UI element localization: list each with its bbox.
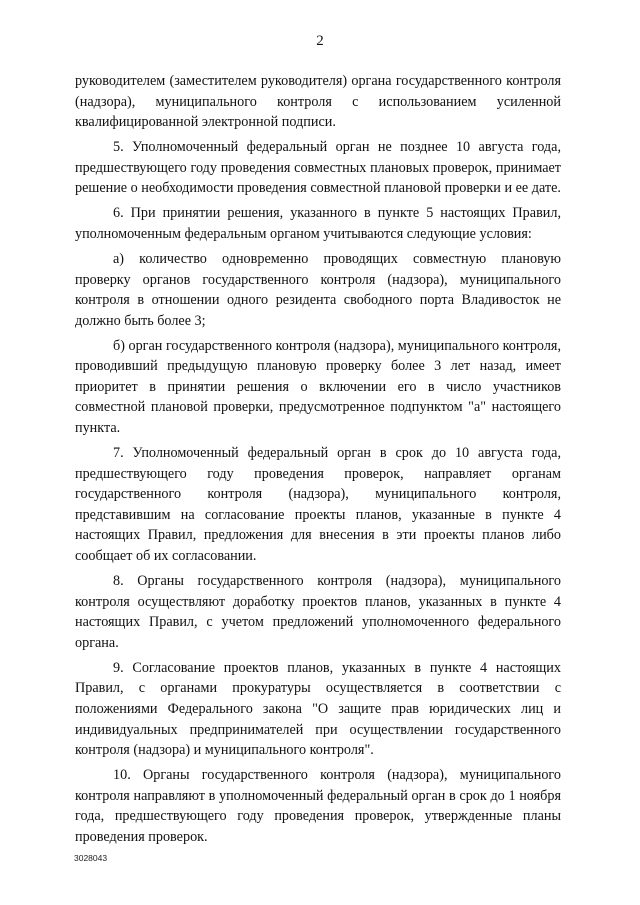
document-body (75, 71, 561, 852)
paragraph-item-6: 6. При принятии решения, указанного в пункте 5 настоящих Правил, уполномоченным федеральным органом учитываются следующие условия: (75, 205, 561, 242)
paragraph-item-10: 10. Органы государственного контроля (надзора), муниципального контроля направляют в уполномоченный федеральный орган в срок до 1 ноября года, предшествующего году проведения проверок, утвержденные планы проведения проверок. (75, 767, 561, 845)
paragraph-signature-continuation: руководителем (заместителем руководителя) органа государственного контроля (надзора), муниципального контроля с использованием усиленной квалифицированной электронной подписи. (75, 73, 561, 131)
paragraph-item-8: 8. Органы государственного контроля (надзора), муниципального контроля осуществляют доработку проектов планов, указанных в пункте 4 настоящих Правил, с учетом предложений уполномоченного федерального органа. (75, 573, 561, 651)
paragraph-item-7: 7. Уполномоченный федеральный орган в срок до 10 августа года, предшествующего году проведения проверок, направляет органам государственного контроля (надзора), муниципального контроля, представившим на согласование проекты планов, указанные в пункте 4 настоящих Правил, предложения для внесения в эти проекты планов либо сообщает об их согласовании. (75, 445, 561, 565)
document-code: 3028043 (74, 853, 108, 863)
page-number: 2 (316, 33, 324, 49)
paragraph-subitem-a: а) количество одновременно проводящих совместную плановую проверку органов государственного контроля (надзора), муниципального контроля в отношении одного резидента свободного порта Владивосток не должно быть более 3; (75, 250, 561, 329)
paragraph-item-5: 5. Уполномоченный федеральный орган не позднее 10 августа года, предшествующего году проведения совместных плановых проверок, принимает решение о необходимости проведения совместной плановой проверки и ее дате. (75, 139, 561, 197)
paragraph-subitem-b: б) орган государственного контроля (надзора), муниципального контроля, проводивший предыдущую плановую проверку более 3 лет назад, имеет приоритет в принятии решения о включении его в число участников совместной плановой проверки, предусмотренное подпунктом "а" настоящего пункта. (75, 337, 561, 437)
paragraph-item-9: 9. Согласование проектов планов, указанных в пункте 4 настоящих Правил, с органами прокуратуры осуществляется в соответствии с положениями Федерального закона "О защите прав юридических лиц и индивидуальных предпринимателей при осуществлении государственного контроля (надзора) и муниципального контроля". (75, 659, 561, 759)
